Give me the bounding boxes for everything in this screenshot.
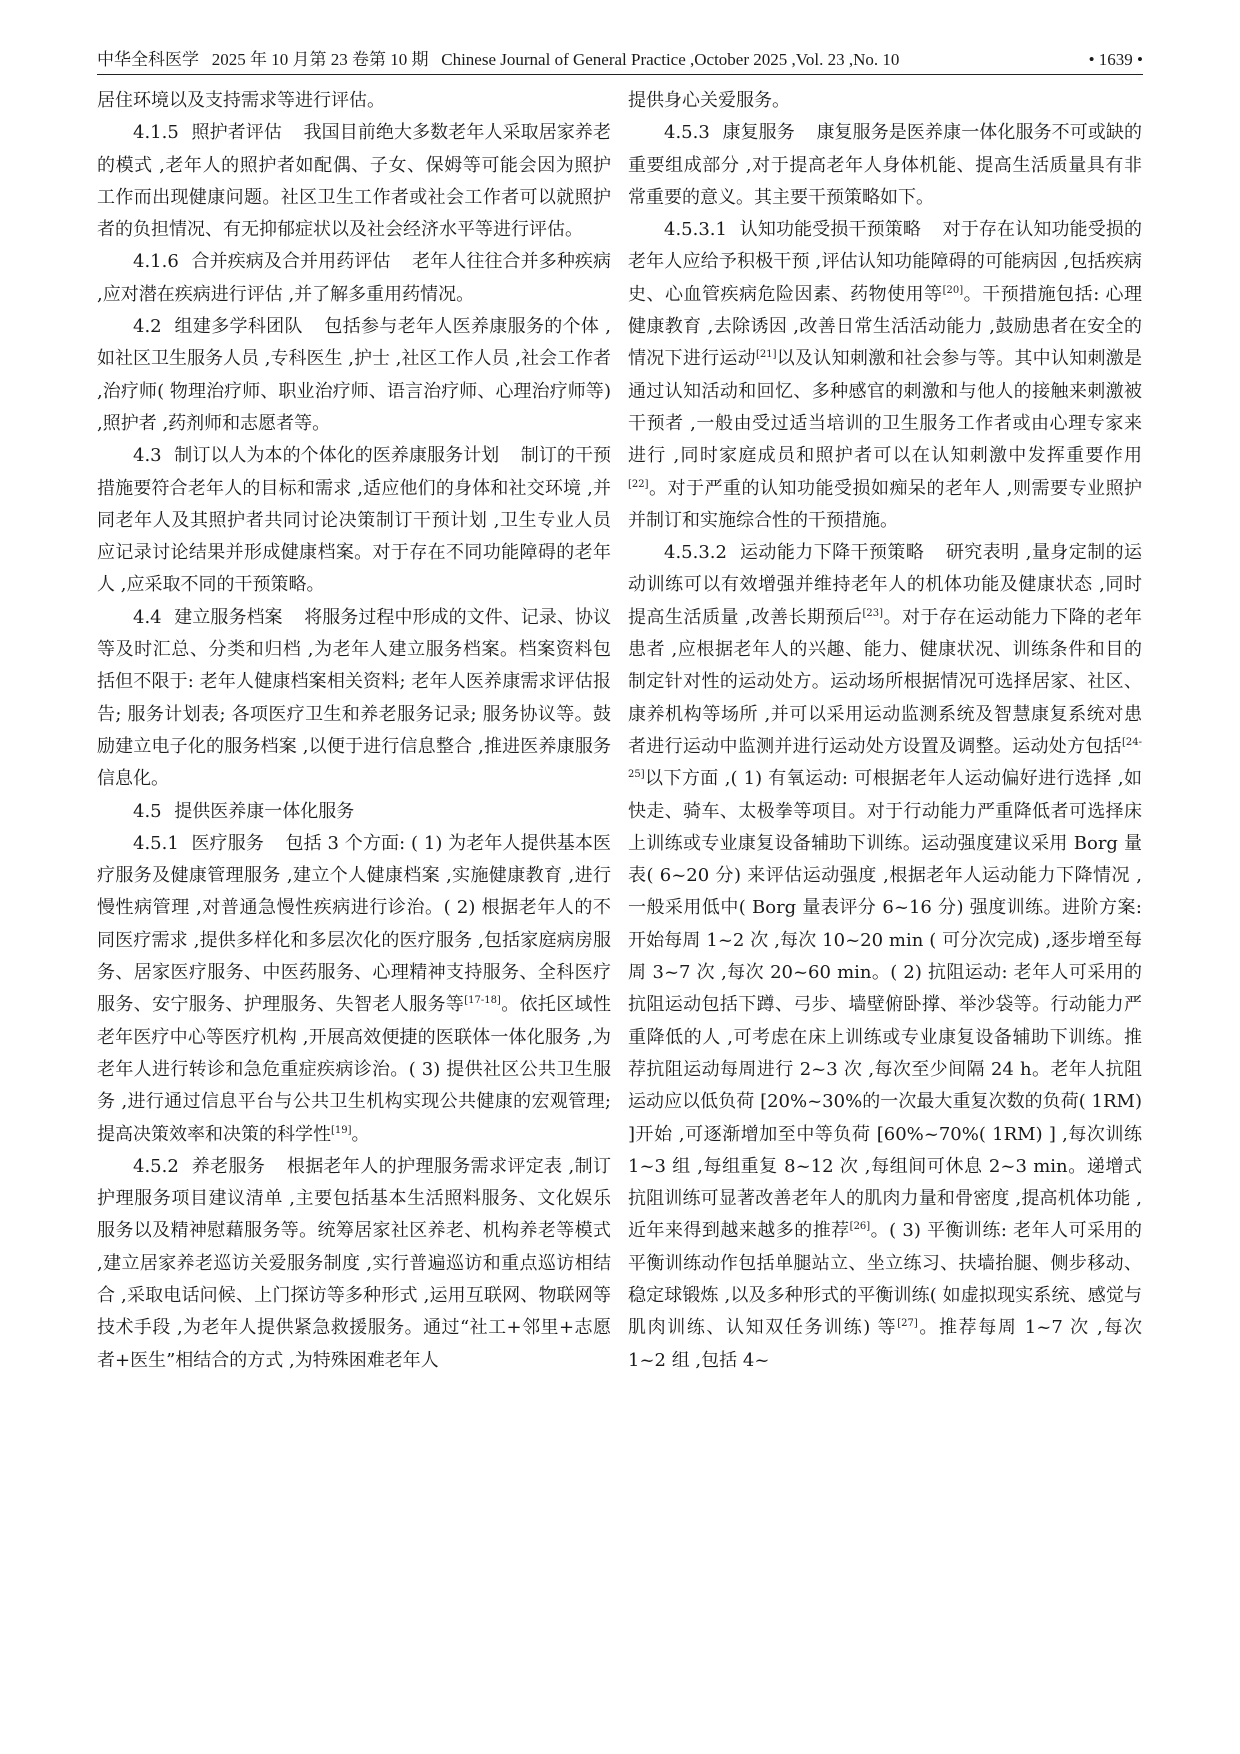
section-4-5-3-1 bbox=[628, 214, 1142, 537]
section-text: 制订的干预措施要符合老年人的目标和需求 ,适应他们的身体和社交环境 ,并同老年人及其照护者共同讨论决策制订干预计划 ,卫生专业人员应记录讨论结果并形成健康档案。对于存在不同功能障碍的老年人 ,应采取不同的干预策略。 bbox=[97, 445, 612, 596]
section-text: 康复服务是医养康一体化服务不可或缺的重要组成部分 ,对于提高老年人身体机能、提高生活质量具有非常重要的意义。其主要干预策略如下。 bbox=[628, 122, 1143, 208]
section-4-1-5 bbox=[97, 117, 611, 246]
paragraph-continued: 提供身心关爱服务。 bbox=[628, 90, 790, 111]
citation-ref[interactable]: [23] bbox=[862, 607, 883, 619]
section-number: 4.5.3.1 bbox=[664, 219, 727, 241]
citation-ref[interactable]: [19] bbox=[331, 1124, 352, 1136]
section-number: 4.5.1 bbox=[133, 832, 179, 854]
section-title: 养老服务 bbox=[191, 1155, 266, 1177]
section-text: 。依托区域性老年医疗中心等医疗机构 ,开展高效便捷的医联体一体化服务 ,为老年人进行转诊和急危重症疾病诊治。( 3) 提供社区公共卫生服务 ,进行通过信息平台与公共卫生机构实现公共健康的宏观管理; 提高决策效率和决策的科学性 bbox=[97, 994, 612, 1145]
section-title: 医疗服务 bbox=[191, 832, 264, 854]
header-page-number: • 1639 • bbox=[1088, 50, 1143, 69]
section-title: 运动能力下降干预策略 bbox=[739, 542, 925, 564]
section-4-5-3-2 bbox=[628, 537, 1142, 1377]
section-text: 对于存在认知功能受损的老年人应给予积极干预 ,评估认知功能障碍的可能病因 ,包括疾病史、心血管疾病危险因素、药物使用等 bbox=[628, 219, 1143, 305]
section-number: 4.1.6 bbox=[133, 251, 179, 273]
section-number: 4.3 bbox=[133, 445, 162, 467]
paragraph-continued: 居住环境以及支持需求等进行评估。 bbox=[97, 90, 385, 111]
header-issue-zh: 2025 年 10 月第 23 卷第 10 期 bbox=[211, 50, 429, 69]
citation-ref[interactable]: [27] bbox=[897, 1318, 918, 1330]
citation-ref[interactable]: [20] bbox=[942, 284, 964, 296]
section-text: 。( 3) 平衡训练: 老年人可采用的平衡训练动作包括单腿站立、坐立练习、扶墙抬腿、侧步移动、稳定球锻炼 ,以及多种形式的平衡训练( 如虚拟现实系统、感觉与肌肉训练、认知双任务训练) 等 bbox=[628, 1220, 1143, 1339]
section-number: 4.5.3.2 bbox=[664, 542, 727, 564]
header-journal-info bbox=[97, 45, 899, 70]
section-text: 老年人往往合并多种疾病 ,应对潜在疾病进行评估 ,并了解多重用药情况。 bbox=[97, 251, 612, 305]
section-text: 我国目前绝大多数老年人采取居家养老的模式 ,老年人的照护者如配偶、子女、保姆等可能会因为照护工作而出现健康问题。社区卫生工作者或社会工作者可以就照护者的负担情况、有无抑郁症状以及社会经济水平等进行评估。 bbox=[97, 122, 611, 241]
section-text: 。干预措施包括: 心理健康教育 ,去除诱因 ,改善日常生活活动能力 ,鼓励患者在安全的情况下进行运动 bbox=[628, 283, 1142, 370]
section-text: 。对于存在运动能力下降的老年患者 ,应根据老年人的兴趣、能力、健康状况、训练条件和目的制定针对性的运动处方。运动场所根据情况可选择居家、社区、康养机构等场所 ,并可以采用运动监测系统及智慧康复系统对患者进行运动中监测并进行运动处方设置及调整。运动处方包括 bbox=[628, 606, 1142, 757]
section-4-1-6 bbox=[97, 246, 611, 311]
citation-ref[interactable]: [22] bbox=[628, 478, 649, 490]
section-title: 康复服务 bbox=[722, 122, 795, 144]
section-title: 制订以人为本的个体化的医养康服务计划 bbox=[174, 445, 500, 467]
section-number: 4.5.3 bbox=[664, 122, 710, 144]
section-number: 4.5 bbox=[133, 800, 162, 822]
running-header bbox=[97, 40, 1143, 75]
section-number: 4.1.5 bbox=[133, 122, 179, 144]
section-text: 。对于严重的认知功能受损如痴呆的老年人 ,则需要专业照护并制订和实施综合性的干预措施。 bbox=[628, 477, 1142, 531]
section-number: 4.4 bbox=[133, 606, 162, 628]
section-text: 。推荐每周 1~7 次 ,每次 1~2 组 ,包括 4~ bbox=[628, 1317, 1142, 1371]
section-4-2 bbox=[97, 311, 611, 440]
section-4-3 bbox=[97, 440, 611, 601]
citation-ref[interactable]: [21] bbox=[755, 349, 777, 361]
section-title: 建立服务档案 bbox=[174, 606, 283, 628]
section-4-5-2 bbox=[97, 1151, 611, 1377]
section-title: 合并疾病及合并用药评估 bbox=[191, 251, 391, 273]
section-4-5 bbox=[97, 796, 611, 828]
citation-ref[interactable]: [26] bbox=[849, 1221, 871, 1233]
section-title: 提供医养康一体化服务 bbox=[174, 800, 355, 822]
citation-ref[interactable]: [24-25] bbox=[628, 736, 1142, 781]
right-column bbox=[628, 85, 1142, 1377]
section-text: 包括 3 个方面: ( 1) 为老年人提供基本医疗服务及健康管理服务 ,建立个人健康档案 ,实施健康教育 ,进行慢性病管理 ,对普通急慢性疾病进行诊治。( 2) 根据老年人的不同医疗需求 ,提供多样化和多层次化的医疗服务 ,包括家庭病房服务、居家医疗服务、中医药服务、心理精神支持服务、全科医疗服务、安宁服务、护理服务、失智老人服务等 bbox=[97, 832, 612, 1016]
section-title: 认知功能受损干预策略 bbox=[739, 219, 922, 241]
header-journal-en: Chinese Journal of General Practice ,October 2025 ,Vol. 23 ,No. 10 bbox=[441, 50, 900, 69]
section-text: 根据老年人的护理服务需求评定表 ,制订护理服务项目建议清单 ,主要包括基本生活照料服务、文化娱乐服务以及精神慰藉服务等。统筹居家社区养老、机构养老等模式 ,建立居家养老巡访关爱服务制度 ,实行普遍巡访和重点巡访相结合 ,采取电话问候、上门探访等多种形式 ,运用互联网、物联网等技术手段 ,为老年人提供紧急救援服务。通过“社工+邻里+志愿者+医生”相结合的方式 ,为特殊困难老年人 bbox=[97, 1155, 611, 1371]
section-title: 照护者评估 bbox=[191, 122, 282, 144]
section-title: 组建多学科团队 bbox=[174, 316, 303, 338]
section-number: 4.2 bbox=[133, 316, 162, 338]
section-number: 4.5.2 bbox=[133, 1155, 179, 1177]
section-text: 以下方面 ,( 1) 有氧运动: 可根据老年人运动偏好进行选择 ,如快走、骑车、太极拳等项目。对于行动能力严重降低者可选择床上训练或专业康复设备辅助下训练。运动强度建议采用 Borg 量表( 6~20 分) 来评估运动强度 ,根据老年人运动能力下降情况 ,一般采用低中( Borg 量表评分 6~16 分) 强度训练。进阶方案: 开始每周 1~2 次 ,每次 10~20 min ( 可分次完成) ,逐步增至每周 3~7 次 ,每次 20~60 min。( 2) 抗阻运动: 老年人可采用的抗阻运动包括下蹲、弓步、墙壁俯卧撑、举沙袋等。行动能力严重降低的人 ,可考虑在床上训练或专业康复设备辅助下训练。推荐抗阻运动每周进行 2~3 次 ,每次至少间隔 24 h。老年人抗阻运动应以低负荷 [20%~30%的一次最大重复次数的负荷( 1RM) ]开始 ,可逐渐增加至中等负荷 [60%~70%( 1RM) ] ,每次训练 1~3 组 ,每组重复 8~12 次 ,每组间可休息 2~3 min。递增式抗阻训练可显著改善老年人的肌肉力量和骨密度 ,提高机体功能 ,近年来得到越来越多的推荐 bbox=[628, 768, 1142, 1242]
header-journal-zh: 中华全科医学 bbox=[97, 50, 199, 69]
section-text: 将服务过程中形成的文件、记录、协议等及时汇总、分类和归档 ,为老年人建立服务档案。档案资料包括但不限于: 老年人健康档案相关资料; 老年人医养康需求评估报告; 服务计划表; 各项医疗卫生和养老服务记录; 服务协议等。鼓励建立电子化的服务档案 ,以便于进行信息整合 ,推进医养康服务信息化。 bbox=[97, 606, 612, 790]
section-text: 。 bbox=[351, 1123, 370, 1145]
left-column bbox=[97, 85, 611, 1377]
section-text: 以及认知刺激和社会参与等。其中认知刺激是通过认知活动和回忆、多种感官的刺激和与他人的接触来刺激被干预者 ,一般由受过适当培训的卫生服务工作者或由心理专家来进行 ,同时家庭成员和照护者可以在认知刺激中发挥重要作用 bbox=[628, 348, 1142, 467]
section-4-4 bbox=[97, 602, 611, 796]
citation-ref[interactable]: [17-18] bbox=[464, 995, 501, 1007]
section-text: 包括参与老年人医养康服务的个体 ,如社区卫生服务人员 ,专科医生 ,护士 ,社区工作人员 ,社会工作者 ,治疗师( 物理治疗师、职业治疗师、语言治疗师、心理治疗师等) ,照护者 ,药剂师和志愿者等。 bbox=[97, 316, 611, 434]
section-text: 研究表明 ,量身定制的运动训练可以有效增强并维持老年人的机体功能及健康状态 ,同时提高生活质量 ,改善长期预后 bbox=[628, 542, 1142, 628]
section-4-5-3 bbox=[628, 117, 1142, 214]
section-4-5-1 bbox=[97, 828, 611, 1151]
